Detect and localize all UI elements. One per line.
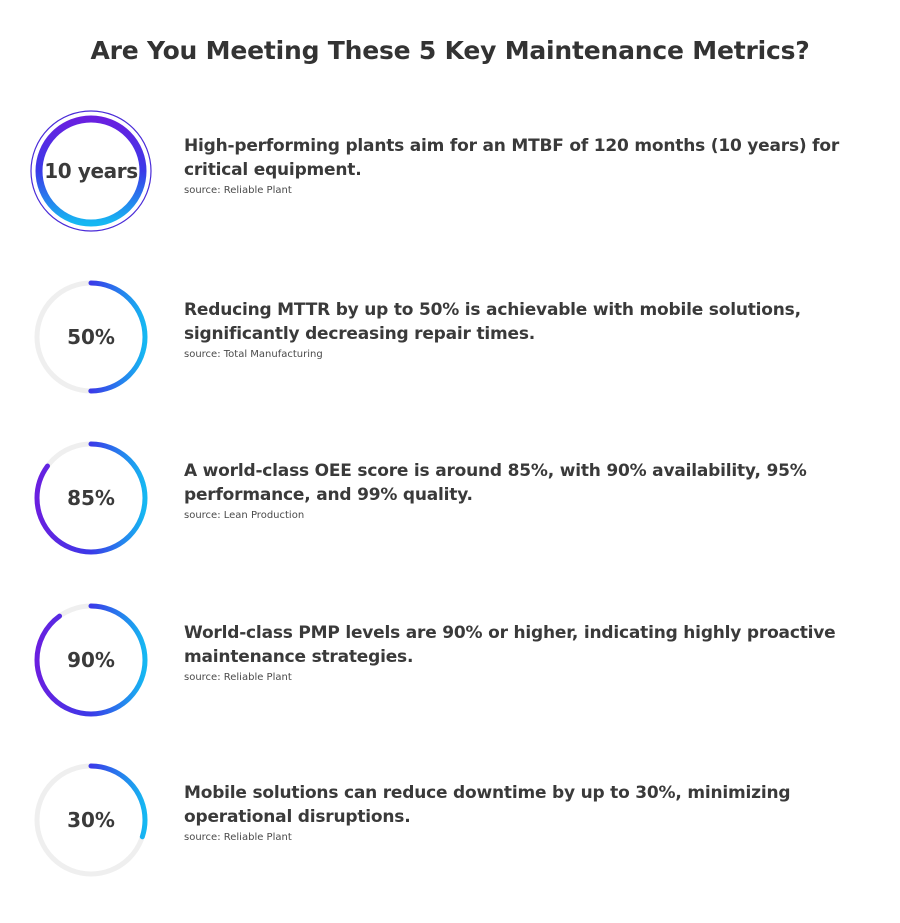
metric-source: source: Reliable Plant (184, 832, 292, 843)
metric-statement: Mobile solutions can reduce downtime by up to 30%, minimizing operational disruptions. (184, 783, 791, 827)
metric-text (184, 459, 844, 521)
metric-statement: A world-class OEE score is around 85%, with 90% availability, 95% performance, and 99% quality. (184, 461, 807, 505)
ring-value-label: 90% (67, 648, 115, 672)
metric-source: source: Total Manufacturing (184, 349, 323, 360)
page-title: Are You Meeting These 5 Key Maintenance Metrics? (90, 36, 810, 65)
metric-row-4 (0, 595, 900, 725)
metric-source: source: Lean Production (184, 510, 305, 521)
ring-value-label: 85% (67, 486, 115, 510)
metric-text (184, 781, 844, 843)
metric-source: source: Reliable Plant (184, 185, 292, 196)
metric-statement: World-class PMP levels are 90% or higher, indicating highly proactive maintenance strategies. (184, 623, 836, 667)
metric-row-1 (0, 106, 900, 236)
metric-text (184, 134, 844, 196)
metric-text (184, 621, 844, 683)
ring-value-label: 50% (67, 325, 115, 349)
ring-value-label: 10 years (44, 159, 138, 183)
metric-source: source: Reliable Plant (184, 672, 292, 683)
metric-row-2 (0, 272, 900, 402)
metric-row-3 (0, 433, 900, 563)
ring-value-label: 30% (67, 808, 115, 832)
metric-text (184, 298, 844, 360)
metric-statement: Reducing MTTR by up to 50% is achievable with mobile solutions, significantly decreasing repair times. (184, 300, 801, 344)
metric-row-5 (0, 755, 900, 885)
metric-statement: High-performing plants aim for an MTBF of 120 months (10 years) for critical equipment. (184, 136, 840, 180)
